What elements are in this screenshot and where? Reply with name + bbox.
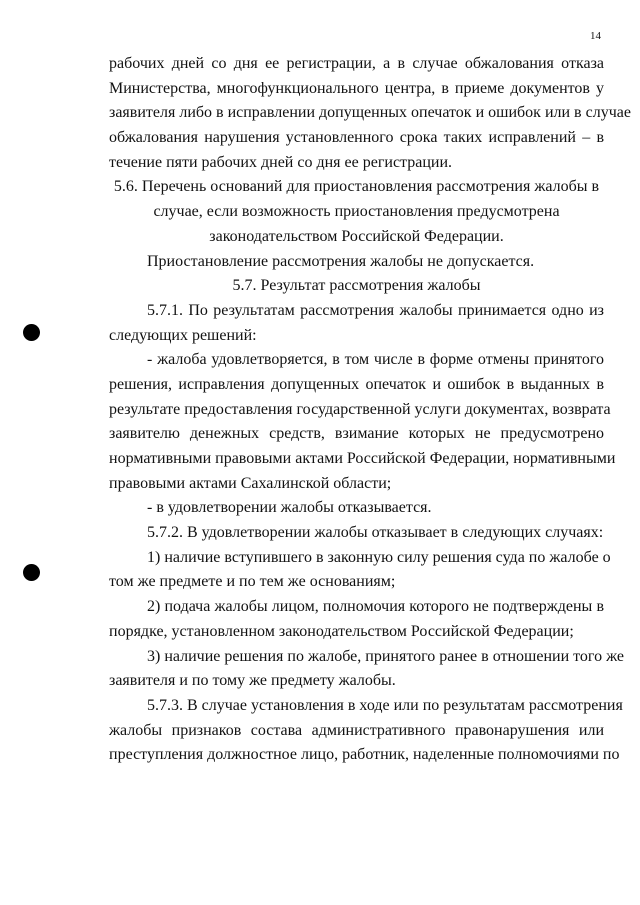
text-line: 5.7.1. По результатам рассмотрения жалобы принимается одно из (147, 301, 604, 319)
document-body (109, 52, 631, 768)
page-number: 14 (590, 30, 601, 42)
punch-hole (23, 564, 40, 581)
text-line: рабочих дней со дня ее регистрации, а в случае обжалования отказа (109, 55, 604, 72)
text-line: 1) наличие вступившего в законную силу решения суда по жалобе о (147, 548, 611, 566)
text-line: порядке, установленном законодательством Российской Федерации; (109, 622, 574, 640)
text-line: правовыми актами Сахалинской области; (109, 474, 392, 492)
text-line: преступления должностное лицо, работник, наделенные полномочиями по (109, 746, 620, 764)
text-line: следующих решений: (109, 326, 257, 344)
text-line: том же предмете и по тем же основаниям; (109, 573, 396, 591)
text-line: результате предоставления государственной услуги документах, возврата (109, 400, 611, 418)
text-line: 3) наличие решения по жалобе, принятого ранее в отношении того же (147, 647, 625, 665)
text-line: нормативными правовыми актами Российской Федерации, нормативными (109, 450, 616, 467)
text-line: Приостановление рассмотрения жалобы не допускается. (147, 252, 535, 270)
text-line: случае, если возможность приостановления предусмотрена (153, 203, 560, 221)
text-line: Министерства, многофункционального центра, в приеме документов у (109, 79, 604, 97)
text-line: 5.7.2. В удовлетворении жалобы отказывает в следующих случаях: (147, 524, 604, 542)
text-line: обжалования нарушения установленного срока таких исправлений – в (109, 129, 604, 147)
text-line: 5.7. Результат рассмотрения жалобы (232, 277, 481, 295)
text-line: - в удовлетворении жалобы отказывается. (147, 499, 432, 517)
text-line: заявителю денежных средств, взимание которых не предусмотрено (109, 425, 604, 443)
text-line: жалобы признаков состава административного правонарушения или (109, 721, 604, 739)
text-line: - жалоба удовлетворяется, в том числе в форме отмены принятого (147, 351, 604, 369)
text-line: течение пяти рабочих дней со дня ее регистрации. (109, 153, 453, 171)
punch-hole (23, 324, 40, 341)
text-line: решения, исправления допущенных опечаток и ошибок в выданных в (109, 375, 604, 393)
text-line: заявителя и по тому же предмету жалобы. (109, 672, 396, 690)
text-line: 5.7.3. В случае установления в ходе или по результатам рассмотрения (147, 696, 623, 714)
text-line: законодательством Российской Федерации. (209, 227, 504, 245)
text-line: 5.6. Перечень оснований для приостановления рассмотрения жалобы в (113, 178, 600, 196)
text-line: 2) подача жалобы лицом, полномочия которого не подтверждены в (147, 598, 604, 616)
text-line: заявителя либо в исправлении допущенных опечаток и ошибок или в случае (109, 104, 631, 122)
